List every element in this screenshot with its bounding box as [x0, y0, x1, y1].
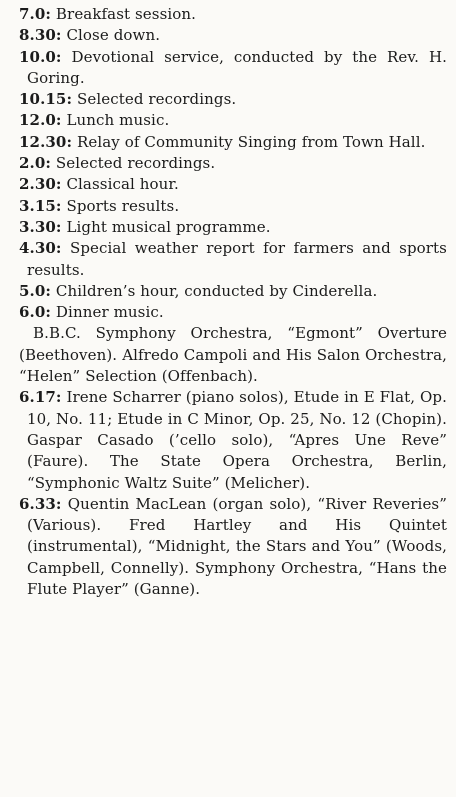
- entry-time: 12.30:: [19, 132, 73, 151]
- entry-time: 6.17:: [19, 388, 62, 407]
- entry-time: 6.0:: [19, 303, 52, 322]
- entry-text: Dinner music.: [55, 303, 164, 322]
- entry-text: Devotional service, conducted by the Rev. H. Goring.: [27, 47, 447, 87]
- entry-text: Quentin MacLean (organ solo), “River Reveries” (Various). Fred Hartley and His Quintet (instrumental), “Midnight, the Stars and You” (Woods, Campbell, Connelly). Symphony Orchestra, “Hans the Flute Player” (Ganne).: [27, 494, 447, 599]
- entry-text: Selected recordings.: [55, 154, 216, 173]
- entry-text: Breakfast session.: [55, 5, 197, 23]
- programme-entry: [19, 238, 447, 281]
- entry-text: Irene Scharrer (piano solos), Etude in E Flat, Op. 10, No. 11; Etude in C Minor, Op. 25, No. 12 (Chopin). Gaspar Casado (’cello solo), “Apres Une Reve” (Faure). The State Opera Orchestra, Berlin, “Symphonic Waltz Suite” (Melicher).: [27, 388, 447, 492]
- entry-time: 2.30:: [19, 175, 62, 194]
- programme-entry-617: [19, 387, 447, 493]
- programme-entry: [19, 153, 447, 174]
- entry-text: Light musical programme.: [66, 217, 271, 236]
- entry-time: 10.15:: [19, 90, 73, 109]
- entry-text: Sports results.: [66, 196, 180, 215]
- programme-entry: [19, 196, 447, 217]
- entry-text: Close down.: [66, 26, 161, 45]
- entry-text: Classical hour.: [66, 175, 179, 194]
- entry-text: Selected recordings.: [76, 90, 237, 109]
- programme-entry: [19, 47, 447, 90]
- entry-time: 8.30:: [19, 26, 62, 45]
- entry-time: 5.0:: [19, 281, 52, 300]
- programme-entry: [19, 281, 447, 302]
- entry-time: 6.33:: [19, 494, 62, 513]
- dinner-music-details: B.B.C. Symphony Orchestra, “Egmont” Overture (Beethoven). Alfredo Campoli and His Salon Orchestra, “Helen” Selection (Offenbach).: [19, 324, 447, 386]
- programme-entry: [19, 217, 447, 238]
- programme-entry: [19, 89, 447, 110]
- programme-entry-633: [19, 494, 447, 600]
- entry-time: 3.15:: [19, 196, 62, 215]
- programme-entry: [19, 4, 447, 25]
- entry-text: Lunch music.: [66, 111, 170, 130]
- entry-time: 4.30:: [19, 239, 62, 258]
- entry-text: Relay of Community Singing from Town Hall.: [76, 132, 426, 151]
- entry-time: 7.0:: [19, 5, 52, 23]
- radio-programme-listing: [19, 4, 447, 600]
- entry-time: 2.0:: [19, 154, 52, 173]
- programme-entry: [19, 174, 447, 195]
- programme-entry: [19, 110, 447, 131]
- entry-time: 10.0:: [19, 47, 62, 66]
- entry-time: 3.30:: [19, 217, 62, 236]
- programme-entry: [19, 302, 447, 323]
- entry-text: Children’s hour, conducted by Cinderella.: [55, 281, 378, 300]
- entry-text: Special weather report for farmers and sports results.: [27, 239, 447, 279]
- programme-entry: [19, 132, 447, 153]
- entry-time: 12.0:: [19, 111, 62, 130]
- programme-entry: [19, 25, 447, 46]
